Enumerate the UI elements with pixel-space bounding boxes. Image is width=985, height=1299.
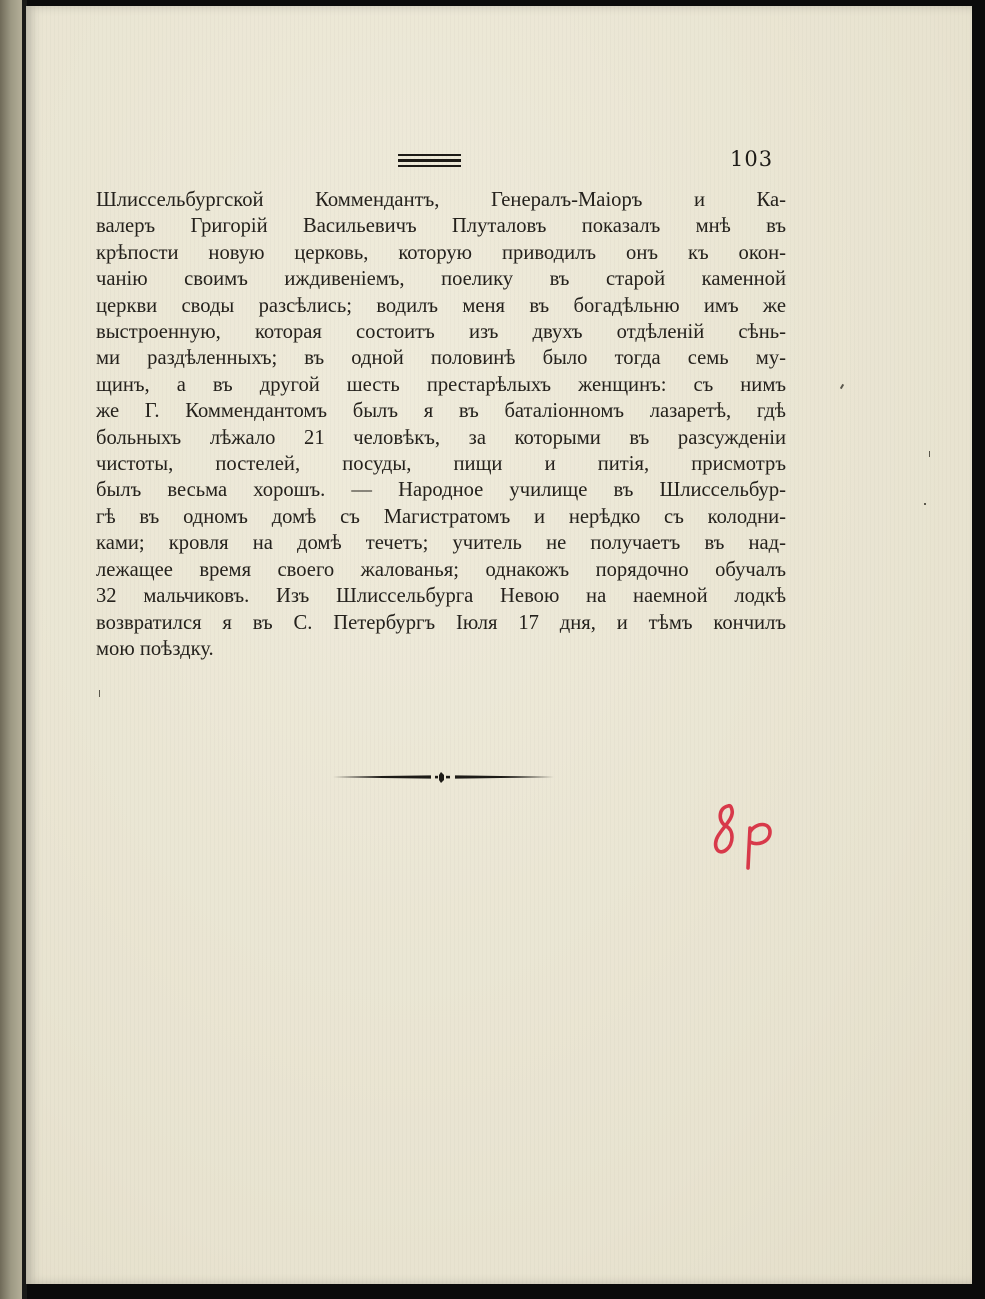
text-line: валеръ Григорій Васильевичъ Плуталовъ показалъ мнѣ въ <box>96 215 786 238</box>
page-number: 103 <box>730 147 774 171</box>
header-rule <box>398 154 461 156</box>
text-line: чистоты, постелей, посуды, пищи и питія, присмотръ <box>96 453 786 476</box>
book-page <box>26 6 972 1284</box>
text-line: крѣпости новую церковь, которую приводилъ онъ къ окон- <box>96 241 786 264</box>
text-line: щинъ, а въ другой шесть престарѣлыхъ женщинъ: съ нимъ <box>96 373 786 396</box>
text-line: 32 мальчиковъ. Изъ Шлиссельбурга Невою на наемной лодкѣ <box>96 585 786 608</box>
header-rule <box>398 165 461 167</box>
header-rule <box>398 159 461 162</box>
handwritten-note <box>710 800 782 872</box>
text-line: ми раздѣленныхъ; въ одной половинѣ было тогда семь му- <box>96 347 786 370</box>
text-line: былъ весьма хорошъ. — Народное училище въ Шлиссельбур- <box>96 479 786 502</box>
body-paragraph <box>96 187 786 662</box>
text-line: гѣ въ одномъ домѣ съ Магистратомъ и нерѣдко съ колодни- <box>96 505 786 528</box>
text-line: выстроенную, которая состоитъ изъ двухъ отдѣленій сѣнь- <box>96 321 786 344</box>
paper-speck <box>929 451 930 457</box>
previous-page-edge <box>0 0 24 1299</box>
text-line: Шлиссельбургской Коммендантъ, Генералъ-Маіоръ и Ка- <box>96 189 786 211</box>
text-line: лежащее время своего жалованья; однакожъ порядочно обучалъ <box>96 558 786 581</box>
text-line: возвратился я въ С. Петербургъ Іюля 17 дня, и тѣмъ кончилъ <box>96 611 786 634</box>
text-line: же Г. Коммендантомъ былъ я въ баталіонномъ лазаретѣ, гдѣ <box>96 400 786 423</box>
end-ornament-icon <box>331 766 556 788</box>
paper-speck <box>840 384 844 389</box>
text-line: мою поѣздку. <box>96 637 214 660</box>
paper-speck <box>99 690 100 697</box>
text-line: церкви своды разсѣлись; водилъ меня въ богадѣльню имъ же <box>96 294 786 317</box>
text-line: больныхъ лѣжало 21 человѣкъ, за которыми въ разсужденіи <box>96 426 786 449</box>
text-line: ками; кровля на домѣ течетъ; учитель не получаетъ въ над- <box>96 532 786 555</box>
text-line: чанію своимъ иждивеніемъ, поелику въ старой каменной <box>96 268 786 291</box>
paper-speck <box>924 503 926 505</box>
